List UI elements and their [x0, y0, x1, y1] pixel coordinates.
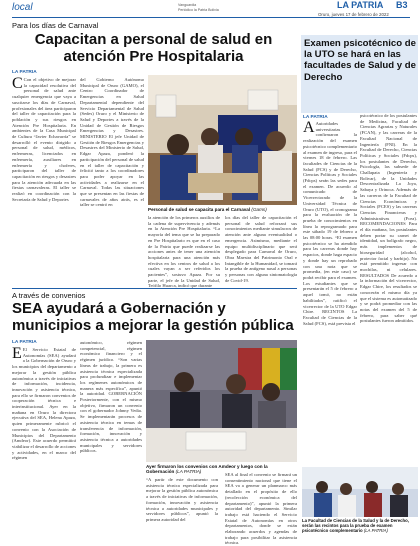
article3-photo-caption: La Facultad de Ciencias de la Salud y la de Derecho, serán las recintos para la prueba de examen psicotécnico complementario (LA PATRIA) — [302, 518, 409, 533]
article3-column-1: A Autoridades universitarias confirmaron la realización del examen psicotécnico complementario al examen de ingreso, para el viernes 18 de febrero. Las facultades de Ciencias de la Salud (FCS) y de Derecho, Ciencias Políticas y Sociales (Fdcps) serán las sedes para el examen. De acuerdo al comunicado de Vicerrectorado de la Universidad Técnica de Oruro (UTO), el cronograma para la evaluación de la prueba de conocimientos en línea la reprogramado para este sábado 19 de febrero a las 08:00 horas. “El examen psicotécnico se ha atendido para las carreras donde hay espacios, donde haga espacio y donde hay un reprobado con una nota que se promedia, (en este caso) se podrá recibir para el examen. Los estudiantes que se presentarán el 5 de febrero a aquel tomó, no están habilitados”, ratificó el vicerrector de la UTO Edgar Chire. RECINTOS La Facultad de Ciencias de la Salud (FCS), está prevista el — [303, 119, 357, 326]
article1-column-2: del Gobierno Autónomo Municipal de Oruro (GAMO), el Centro Coordinador de Emergencias en Salud Departamental dependiente del Servicio Departamental de Salud (Sedes) Oruro y el Ministerio de Salud y Deportes a través de la Unidad de Gestión de Riesgos Emergencias y Desastres. MINISTERIO El jefe Unidad de Gestión de Riesgos Emergencias y Desastres del Ministerio de Salud, Edgar Apaza, ponderó la participación del personal de salud en el taller de capacitación y felicitó tanto a los coordinadores para poder apoyar en las actividades a realizarse en el Carnaval. Todas las situaciones que se presentan en las fiestas de carnavales de años atrás, es el taller se centró en — [80, 77, 144, 208]
article1-photo-caption: Personal de salud se capacita para el Carnaval (Gams) — [148, 207, 267, 212]
edition-line-1: Vanguardia — [178, 3, 197, 7]
article3-byline: LA PATRIA — [303, 115, 328, 120]
article1-column-1: C Con el objetivo de mejorar la capacidad resolutiva del personal de salud ante cualquier emergencia que vaya a suscitarse los días de Carnaval, profesionales del área participaron del taller de capacitación para la población y sus riesgos en Atención Pre Hospitalaria. En ambientes de la Casa Municipal de Cultura “Javier Echavarría” se desarrolló el evento dirigido a personal de salud, médicos, enfermeras, licenciados en enfermería, auxiliares en enfermería y choferes, participaron del taller de capacitación en riesgos y desastres para la atención adecuada en las fiestas carnavaleras. El taller se realizó en coordinación con la Secretaría de Salud y Deportes — [12, 75, 76, 202]
dropcap: A — [303, 119, 315, 136]
article2-column-4: SEA al final el convenio se firmará un consentimiento nacional que tiene el SEA va a generar un planmarco más detallado en el propósito de ello (recolección económica del departamento)”, apuntó la primera autoridad del departamento. Similar trabajo está haciendo el Servicio Estatal de Autonomías en otros departamentos, donde se están elaborando acuerdos y agendas de trabajo para posibilitar la asistencia técnica. — [225, 472, 297, 546]
article-divider — [12, 288, 297, 289]
page-number: B3 — [396, 0, 408, 10]
issue-date: Oruro, jueves 17 de febrero de 2022 — [318, 12, 389, 17]
section-label: local — [12, 2, 33, 13]
article1-byline: LA PATRIA — [12, 70, 37, 75]
article1-photo — [148, 75, 297, 205]
article2-column-3: “A partir de este documento con asistencia técnica especializada para mejorar la gestión pública autonómica a través de iniciativas de información, formación, innovación y asistencia técnica a autoridades municipales y servidores públicos”, apuntó la primera autoridad del — [146, 477, 218, 522]
article2-column-2: autonómico, régimen competencial, régimen económico financiero y el régimen jurídico. “Son varias líneas de trabajo, la primera es asistencia técnica especializada para profundizar e implementar los regímenes autonómicos de manera más específica”, apuntó la autoridad. GOBERNACIÓN Posteriormente, con el mismo objetivo, firmaron un convenio con el gobernador Johnny Vedia. Se implementarán procesos de asistencia técnica en temas de transferencia de información, formación, innovación y asistencia técnica a autoridades municipales y servidores públicos. — [80, 340, 142, 454]
article2-column-1: E El Servicio Estatal de Autonomías (SEA) ayudará a la Gobernación de Oruro y los municipios del departamento a mejorar la gestión pública autonómica a través de iniciativas de información, incidencia, innovación y asistencia técnica, para ello se firmaron convenios de cooperación técnica e interinstitucional. Ayer en la mañana en Oruro la directora ejecutiva del SEA, Helena Apaza, quien primeramente rubricó el convenio con la Asociación de Municipios del Departamento (Amdeor). Este acuerdo permitirá viabilizar el desarrollo de acciones y actividades, en el marco del régimen — [12, 345, 76, 461]
article2-byline: LA PATRIA — [12, 340, 37, 345]
article2-photo-caption: Ayer firmaron los convenios con Amdeor y luego con la Gobernación (LA PATRIA) — [146, 464, 268, 475]
article3-photo — [302, 467, 418, 517]
article1-kicker: Para los días de Carnaval — [12, 21, 99, 30]
article2-headline: SEA ayudará a Gobernación y municipios a mejorar la gestión pública — [12, 300, 294, 334]
article1-headline: Capacitan a personal de salud en atención Pre Hospitalaria — [34, 31, 273, 65]
dropcap: C — [12, 75, 23, 92]
publication-name: LA PATRIA — [337, 0, 384, 10]
article1-column-4: los días del taller de capacitación el personal de salud reforzará sus conocimientos mediante simulacros de atención ante alguna eventualidad o emergencia. Asimismo, mediante el equipo multidisciplinario que será desplegado para Carnaval de Oruro, Obra Maestra del Patrimonio Oral e Intangible de la Humanidad, se tomará la prueba de antígeno nasal a personas y personas con alguna sintomatología de Covid-19. — [225, 215, 297, 283]
article3-headline: Examen psicotécnico de la UTO se hará en las facultades de Salud y de Derecho — [304, 38, 416, 83]
edition-line-2: Periódico la Patria Bolivia — [178, 8, 219, 12]
article2-kicker: A través de convenios — [12, 291, 86, 300]
dropcap: E — [12, 345, 22, 362]
article3-column-2: psicotécnico de los postulantes de Medicina, Facultad de Ciencias Agrarias y Naturales (FCAN), y las carreras de la Facultad Nacional de Ingeniería (FNI). En la Facultad de Derecho, Ciencias Políticas y Sociales (Fdcps), los postulantes de Derecho, Psicología, las subsede de Challapata (Ingeniería y Bolivar), de la Unidades Descentralizada La Joya, Sabaya y Orinoca. Además de las carreras de la Facultad de Ciencias Económicas y Sociales (FCES) y las carreras Ciencias Financieras y Administrativas (Fcea). RECOMENDACIONES Para el día mañana, los postulantes deben portar su carnet de identidad, un bolígrafo negro, más implementos de bioseguridad (alcohol, protector facial y barbijo). No está permitido ingresar con mochilas, ni celulares. RESULTADOS De acuerdo a la información del vicerrector, Edgar Chire, los resultados se conocerán el mismo día ya que el sistema es automatizado y se podrá promediar con las notas del examen del 5 de febrero, para saber qué postulantes fueron admitidos. — [360, 113, 417, 324]
article2-photo — [146, 340, 297, 462]
header-rule — [12, 17, 410, 18]
article1-column-3: la atención de los primeros auxilios de la cadena de supervivencia y además en la Atención Pre Hospitalaria. “La mayoría del tema que se ha preparado en Pre Hospitalario es que en el caso de la Patria que puede realizarse las acciones antes de tener una atención hospitalaria para una atención más efectiva en los centros de salud a los cuales vayan a ser referidos los pacientes”, sostuvo Apaza. Por su parte, el jefe de la Unidad de Salud, Teófilo Huarca, indicó que durante — [148, 215, 220, 289]
